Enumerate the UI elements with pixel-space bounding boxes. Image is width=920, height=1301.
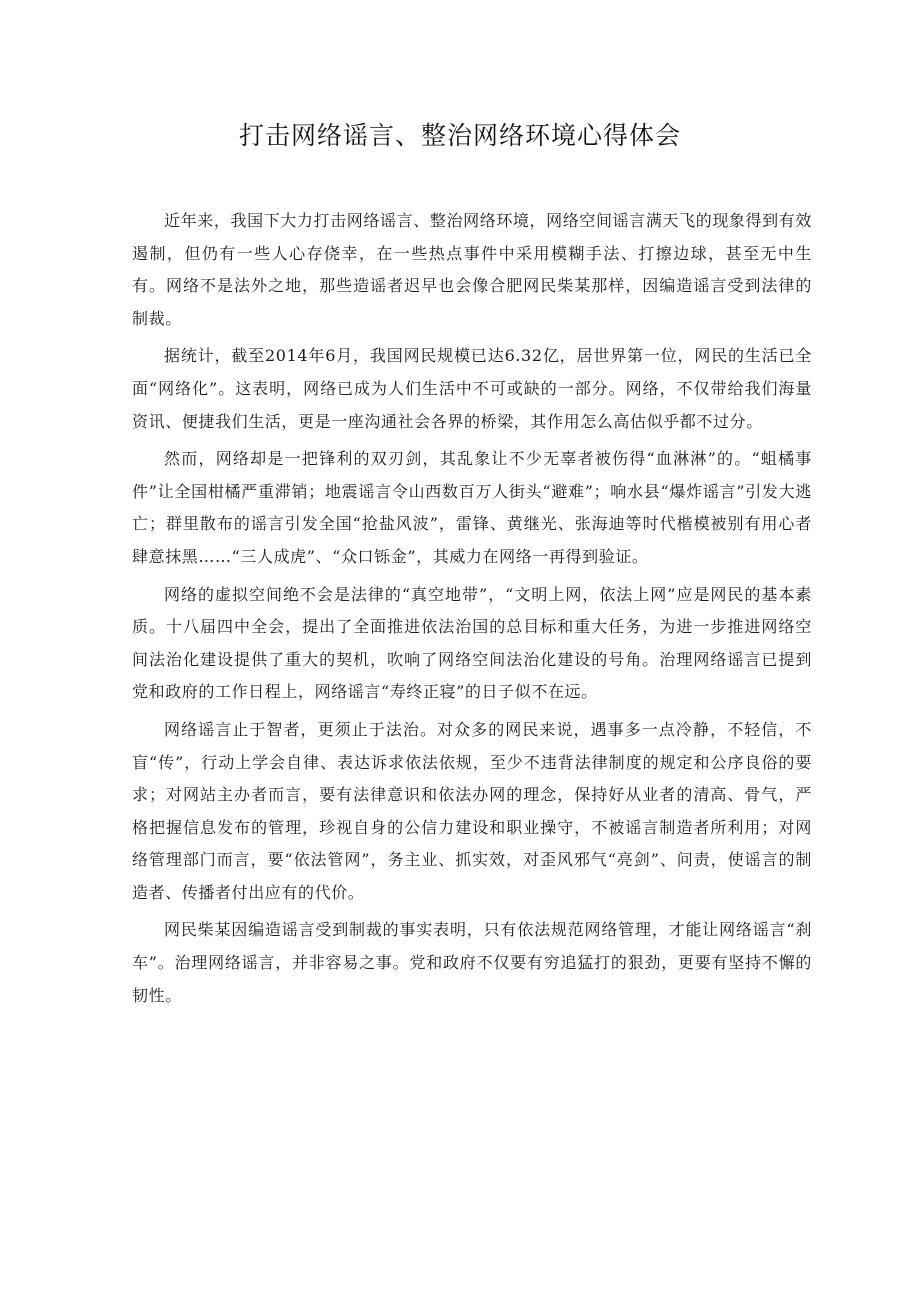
paragraph-4: 网络的虚拟空间绝不会是法律的“真空地带”，“文明上网，依法上网”应是网民的基本素质。十八届四中全会，提出了全面推进依法治国的总目标和重大任务，为进一步推进网络空间法治化建设提供了重大的契机，吹响了网络空间法治化建设的号角。治理网络谣言已提到党和政府的工作日程上，网络谣言“寿终正寝”的日子似不在远。 bbox=[132, 584, 812, 702]
paragraph-3: 然而，网络却是一把锋利的双刃剑，其乱象让不少无辜者被伤得“血淋淋”的。“蛆橘事件”让全国柑橘严重滞销；地震谣言令山西数百万人街头“避难”；响水县“爆炸谣言”引发大逃亡；群里散布的谣言引发全国“抢盐风波”，雷锋、黄继光、张海迪等时代楷模被别有用心者肆意抹黑……“三人成虎”、“众口铄金”，其威力在网络一再得到验证。 bbox=[132, 449, 812, 566]
document-title: 打击网络谣言、整治网络环境心得体会 bbox=[238, 121, 681, 150]
paragraph-6: 网民柴某因编造谣言受到制裁的事实表明，只有依法规范网络管理，才能让网络谣言“刹车”。治理网络谣言，并非容易之事。党和政府不仅要有穷追猛打的狠劲，更要有坚持不懈的韧性。 bbox=[132, 920, 812, 1005]
paragraph-2: 据统计，截至2014年6月，我国网民规模已达6.32亿，居世界第一位，网民的生活已全面“网络化”。这表明，网络已成为人们生活中不可或缺的一部分。网络，不仅带给我们海量资讯、便捷我们生活，更是一座沟通社会各界的桥梁，其作用怎么高估似乎都不过分。 bbox=[132, 346, 812, 431]
paragraph-5: 网络谣言止于智者，更须止于法治。对众多的网民来说，遇事多一点冷静，不轻信，不盲“传”，行动上学会自律、表达诉求依法依规，至少不违背法律制度的规定和公序良俗的要求；对网站主办者而言，要有法律意识和依法办网的理念，保持好从业者的清高、骨气，严格把握信息发布的管理，珍视自身的公信力建设和职业操守，不被谣言制造者所利用；对网络管理部门而言，要“依法管网”，务主业、抓实效，对歪风邪气“亮剑”、问责，使谣言的制造者、传播者付出应有的代价。 bbox=[132, 719, 812, 902]
document-body bbox=[132, 205, 812, 1017]
paragraph-1: 近年来，我国下大力打击网络谣言、整治网络环境，网络空间谣言满天飞的现象得到有效遏制，但仍有一些人心存侥幸，在一些热点事件中采用模糊手法、打擦边球，甚至无中生有。网络不是法外之地，那些造谣者迟早也会像合肥网民柴某那样，因编造谣言受到法律的制裁。 bbox=[132, 211, 812, 328]
